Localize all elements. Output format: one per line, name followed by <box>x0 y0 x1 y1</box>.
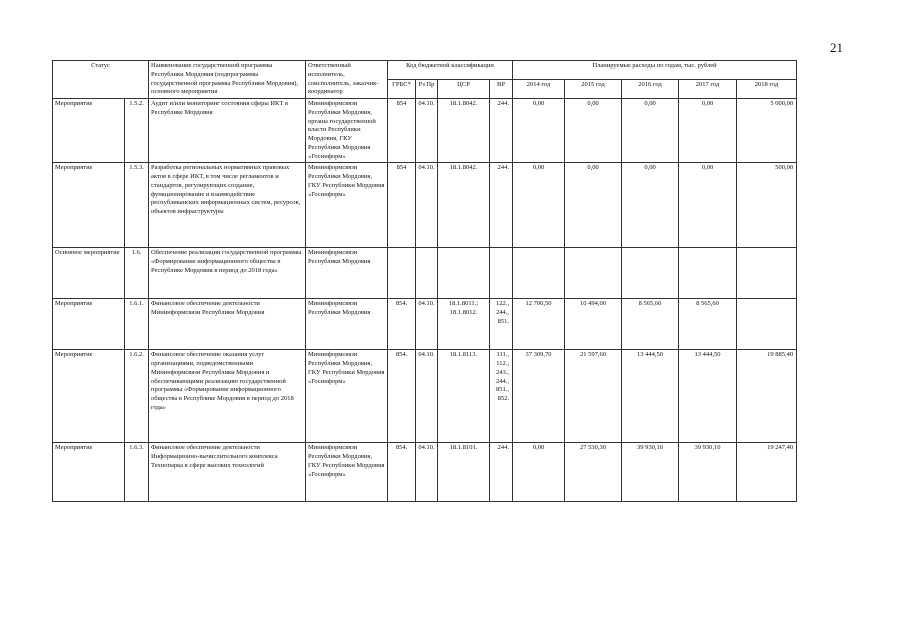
header-planned-expenses: Планируемые расходы по годам, тыс. рублей <box>513 61 797 80</box>
header-status: Статус <box>53 61 149 99</box>
row-name: Аудит и/или мониторинг состояния сферы ИКТ в Республике Мордовия <box>149 99 306 163</box>
row-2014: 0,00 <box>513 443 565 502</box>
row-rz: 04.10. <box>416 443 438 502</box>
table-row <box>53 299 797 350</box>
header-rz: Рз Пр <box>416 80 438 99</box>
row-vr: 122., 244., 851. <box>490 299 513 350</box>
row-name: Финансовое обеспечение деятельности Мининформсвязи Республики Мордовия <box>149 299 306 350</box>
row-csr: 18.1.8011.; 18.1.8012. <box>438 299 490 350</box>
header-2015: 2015 год <box>565 80 622 99</box>
row-2015: 0,00 <box>565 163 622 248</box>
row-name: Разработка региональных нормативных правовых актов в сфере ИКТ, в том числе регламентов и стандартов, регулирующих создание, функционирование и взаимодействие республиканских информационных систем, ресурсов, объектов инфраструктуры <box>149 163 306 248</box>
row-2016: 39 930,10 <box>622 443 679 502</box>
row-number: 1.6.3. <box>125 443 149 502</box>
page-number: 21 <box>830 40 843 55</box>
row-2018 <box>737 299 797 350</box>
row-grbs: 854. <box>388 443 416 502</box>
header-vr: ВР <box>490 80 513 99</box>
row-2015 <box>565 248 622 299</box>
header-row-1 <box>53 61 797 80</box>
row-2018: 19 247,40 <box>737 443 797 502</box>
row-2015: 27 530,30 <box>565 443 622 502</box>
header-2014: 2014 год <box>513 80 565 99</box>
row-grbs: 854. <box>388 350 416 443</box>
row-2016: 8 565,60 <box>622 299 679 350</box>
row-2016 <box>622 248 679 299</box>
row-vr: 244. <box>490 443 513 502</box>
row-number: 1.5.2. <box>125 99 149 163</box>
row-csr: 18.1.8113. <box>438 350 490 443</box>
row-2017: 8 565,60 <box>679 299 737 350</box>
row-executor: Мининформсвязи Республики Мордовия, органы государственной власти Республики Мордовия, ГКУ Республики Мордовия «Госинформ» <box>306 99 388 163</box>
row-csr <box>438 248 490 299</box>
row-rz: 04.10. <box>416 99 438 163</box>
row-2017: 13 444,50 <box>679 350 737 443</box>
header-executor: Ответственный исполнитель, соисполнитель, заказчик-координатор <box>306 61 388 99</box>
row-grbs: 854. <box>388 299 416 350</box>
header-program-name: Наименование государственной программы Республики Мордовия (подпрограммы государственной программы Республики Мордовия), основного мероприятия <box>149 61 306 99</box>
row-2014 <box>513 248 565 299</box>
row-2014: 12 700,50 <box>513 299 565 350</box>
row-name: Финансовое обеспечение оказания услуг организациями, подведомственными Мининформсвязи Республики Мордовия и обеспечивающими реализацию государственной программы «Формирование информационного общества в Республике Мордовия в период до 2018 года» <box>149 350 306 443</box>
budget-table <box>52 60 797 502</box>
row-2014: 0,00 <box>513 99 565 163</box>
row-2018: 19 885,40 <box>737 350 797 443</box>
row-2015: 10 494,00 <box>565 299 622 350</box>
row-name: Обеспечение реализации государственной программы «Формирование информационного общества в Республике Мордовия в период до 2018 года» <box>149 248 306 299</box>
row-vr: 111., 112., 243., 244., 851., 852. <box>490 350 513 443</box>
row-number: 1.5.3. <box>125 163 149 248</box>
row-number: 1.6.1. <box>125 299 149 350</box>
header-2016: 2016 год <box>622 80 679 99</box>
row-2017: 39 930,10 <box>679 443 737 502</box>
table-row <box>53 163 797 248</box>
table-row <box>53 99 797 163</box>
row-rz: 04.10. <box>416 163 438 248</box>
row-status: Мероприятие <box>53 163 125 248</box>
row-2015: 0,00 <box>565 99 622 163</box>
row-2016: 13 444,50 <box>622 350 679 443</box>
row-grbs: 854 <box>388 163 416 248</box>
header-2018: 2018 год <box>737 80 797 99</box>
row-csr: 18.1.8042. <box>438 99 490 163</box>
header-grbs: ГРБС* <box>388 80 416 99</box>
row-vr: 244. <box>490 99 513 163</box>
row-grbs: 854 <box>388 99 416 163</box>
row-executor: Мининформсвязи Республики Мордовия <box>306 299 388 350</box>
row-status: Мероприятие <box>53 99 125 163</box>
row-status: Мероприятие <box>53 299 125 350</box>
row-executor: Мининформсвязи Республики Мордовия, ГКУ Республики Мордовия «Госинформ» <box>306 163 388 248</box>
row-status: Мероприятие <box>53 350 125 443</box>
header-budget-code: Код бюджетной классификации <box>388 61 513 80</box>
row-csr: 18.1.8042. <box>438 163 490 248</box>
row-rz: 04.10. <box>416 350 438 443</box>
row-2017: 0,00 <box>679 99 737 163</box>
table-row <box>53 350 797 443</box>
row-2016: 0,00 <box>622 99 679 163</box>
row-2018 <box>737 248 797 299</box>
row-vr: 244. <box>490 163 513 248</box>
table-row <box>53 248 797 299</box>
table-row <box>53 443 797 502</box>
row-csr: 18.1.8101. <box>438 443 490 502</box>
row-number: 1.6.2. <box>125 350 149 443</box>
row-executor: Мининформсвязи Республики Мордовия, ГКУ Республики Мордовия «Госинформ» <box>306 350 388 443</box>
row-grbs <box>388 248 416 299</box>
row-2017: 0,00 <box>679 163 737 248</box>
row-executor: Мининформсвязи Республики Мордовия <box>306 248 388 299</box>
row-status: Основное мероприятие <box>53 248 125 299</box>
row-number: 1.6. <box>125 248 149 299</box>
row-vr <box>490 248 513 299</box>
row-status: Мероприятие <box>53 443 125 502</box>
row-2014: 0,00 <box>513 163 565 248</box>
row-executor: Мининформсвязи Республики Мордовия, ГКУ Республики Мордовия «Госинформ» <box>306 443 388 502</box>
row-2016: 0,00 <box>622 163 679 248</box>
row-name: Финансовое обеспечение деятельности Информационно-вычислительного комплекса Технопарка в сфере высоких технологий <box>149 443 306 502</box>
header-csr: ЦСР <box>438 80 490 99</box>
row-2017 <box>679 248 737 299</box>
row-2018: 5 000,00 <box>737 99 797 163</box>
row-2014: 37 309,70 <box>513 350 565 443</box>
row-rz: 04.10. <box>416 299 438 350</box>
row-2018: 500,00 <box>737 163 797 248</box>
row-2015: 21 597,60 <box>565 350 622 443</box>
header-2017: 2017 год <box>679 80 737 99</box>
row-rz <box>416 248 438 299</box>
